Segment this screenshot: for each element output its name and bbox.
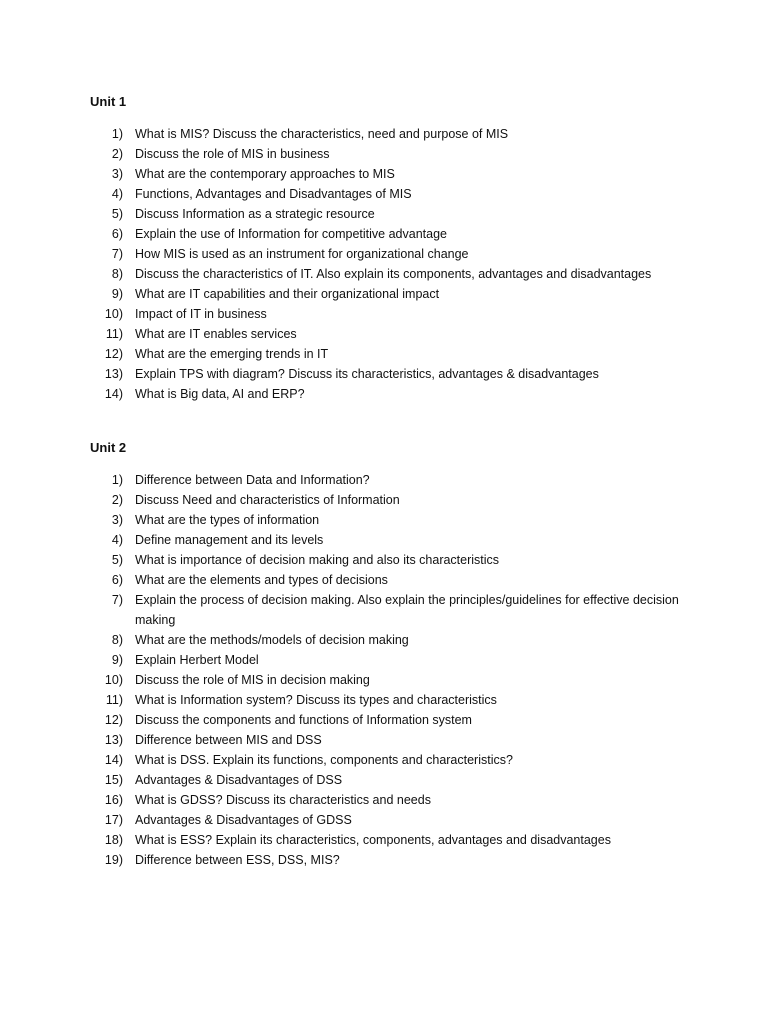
question-item xyxy=(90,224,710,244)
question-text: What is GDSS? Discuss its characteristics and needs xyxy=(135,793,431,807)
question-text: What is Big data, AI and ERP? xyxy=(135,387,305,401)
question-text: Difference between ESS, DSS, MIS? xyxy=(135,853,340,867)
question-number: 13) xyxy=(104,733,123,747)
question-item xyxy=(90,344,710,364)
question-text: What are IT enables services xyxy=(135,327,297,341)
question-number: 11) xyxy=(105,693,123,707)
question-item xyxy=(90,124,710,144)
question-number: 5) xyxy=(111,553,123,567)
question-item xyxy=(90,850,710,870)
question-number: 9) xyxy=(111,653,123,667)
question-item xyxy=(90,810,710,830)
question-number: 15) xyxy=(104,773,123,787)
question-item xyxy=(90,384,710,404)
question-text: Discuss the characteristics of IT. Also explain its components, advantages and disadvantages xyxy=(135,267,652,281)
question-text: Advantages & Disadvantages of DSS xyxy=(135,773,343,787)
question-text: What are the types of information xyxy=(135,513,320,527)
question-item xyxy=(90,650,710,670)
question-item xyxy=(90,790,710,810)
question-number: 1) xyxy=(111,127,123,141)
question-item xyxy=(90,264,710,284)
question-number: 6) xyxy=(111,573,123,587)
question-text: Explain the process of decision making. Also explain the principles/guidelines for effective decision making xyxy=(135,593,679,627)
question-item xyxy=(90,590,710,630)
question-item xyxy=(90,284,710,304)
question-item xyxy=(90,730,710,750)
question-item xyxy=(90,710,710,730)
question-item xyxy=(90,490,710,510)
question-text: What are the elements and types of decisions xyxy=(135,573,388,587)
question-text: What are the emerging trends in IT xyxy=(135,347,329,361)
question-item xyxy=(90,770,710,790)
question-number: 4) xyxy=(111,187,123,201)
question-number: 5) xyxy=(111,207,123,221)
question-item xyxy=(90,144,710,164)
question-item xyxy=(90,670,710,690)
question-text: Explain TPS with diagram? Discuss its characteristics, advantages & disadvantages xyxy=(135,367,599,381)
question-text: What is importance of decision making and also its characteristics xyxy=(135,553,500,567)
question-item xyxy=(90,364,710,384)
question-number: 10) xyxy=(104,673,123,687)
question-text: Discuss the role of MIS in decision making xyxy=(135,673,370,687)
question-number: 3) xyxy=(111,167,123,181)
question-text: Discuss Need and characteristics of Information xyxy=(135,493,400,507)
question-text: Advantages & Disadvantages of GDSS xyxy=(135,813,352,827)
question-number: 17) xyxy=(104,813,123,827)
question-text: Discuss the role of MIS in business xyxy=(135,147,330,161)
question-text: Impact of IT in business xyxy=(135,307,267,321)
question-text: Difference between Data and Information? xyxy=(135,473,370,487)
question-text: What is Information system? Discuss its types and characteristics xyxy=(135,693,497,707)
question-number: 8) xyxy=(111,267,123,281)
question-number: 18) xyxy=(104,833,123,847)
question-text: Define management and its levels xyxy=(135,533,324,547)
unit-1-section xyxy=(90,93,710,404)
unit-1-question-list xyxy=(90,124,710,404)
unit-2-heading: Unit 2 xyxy=(90,440,127,455)
question-item xyxy=(90,304,710,324)
question-item xyxy=(90,570,710,590)
unit-1-heading: Unit 1 xyxy=(90,94,127,109)
unit-2-question-list xyxy=(90,470,710,870)
question-text: Explain the use of Information for competitive advantage xyxy=(135,227,447,241)
question-number: 2) xyxy=(111,493,123,507)
question-number: 8) xyxy=(111,633,123,647)
question-number: 2) xyxy=(111,147,123,161)
question-item xyxy=(90,530,710,550)
question-number: 3) xyxy=(111,513,123,527)
question-item xyxy=(90,750,710,770)
question-text: Functions, Advantages and Disadvantages of MIS xyxy=(135,187,412,201)
question-text: What are the methods/models of decision making xyxy=(135,633,409,647)
question-number: 12) xyxy=(104,347,123,361)
question-text: Difference between MIS and DSS xyxy=(135,733,322,747)
question-text: Discuss Information as a strategic resource xyxy=(135,207,375,221)
question-number: 19) xyxy=(104,853,123,867)
question-text: What are IT capabilities and their organizational impact xyxy=(135,287,440,301)
question-text: Discuss the components and functions of Information system xyxy=(135,713,472,727)
question-number: 6) xyxy=(111,227,123,241)
question-text: What are the contemporary approaches to MIS xyxy=(135,167,395,181)
question-item xyxy=(90,630,710,650)
question-item xyxy=(90,204,710,224)
question-number: 12) xyxy=(104,713,123,727)
question-number: 4) xyxy=(111,533,123,547)
question-item xyxy=(90,510,710,530)
question-item xyxy=(90,184,710,204)
question-number: 11) xyxy=(105,327,123,341)
question-item xyxy=(90,164,710,184)
question-item xyxy=(90,244,710,264)
question-text: What is DSS. Explain its functions, components and characteristics? xyxy=(135,753,513,767)
question-number: 13) xyxy=(104,367,123,381)
question-item xyxy=(90,690,710,710)
question-number: 7) xyxy=(111,593,123,607)
question-text: What is ESS? Explain its characteristics, components, advantages and disadvantages xyxy=(135,833,611,847)
question-number: 7) xyxy=(111,247,123,261)
question-item xyxy=(90,470,710,490)
question-text: How MIS is used as an instrument for organizational change xyxy=(135,247,469,261)
question-number: 1) xyxy=(111,473,123,487)
question-number: 10) xyxy=(104,307,123,321)
unit-2-section xyxy=(90,439,710,870)
question-item xyxy=(90,324,710,344)
question-number: 14) xyxy=(104,753,123,767)
question-text: Explain Herbert Model xyxy=(135,653,259,667)
question-item xyxy=(90,830,710,850)
question-text: What is MIS? Discuss the characteristics, need and purpose of MIS xyxy=(135,127,509,141)
question-item xyxy=(90,550,710,570)
question-number: 16) xyxy=(104,793,123,807)
question-number: 14) xyxy=(104,387,123,401)
question-number: 9) xyxy=(111,287,123,301)
